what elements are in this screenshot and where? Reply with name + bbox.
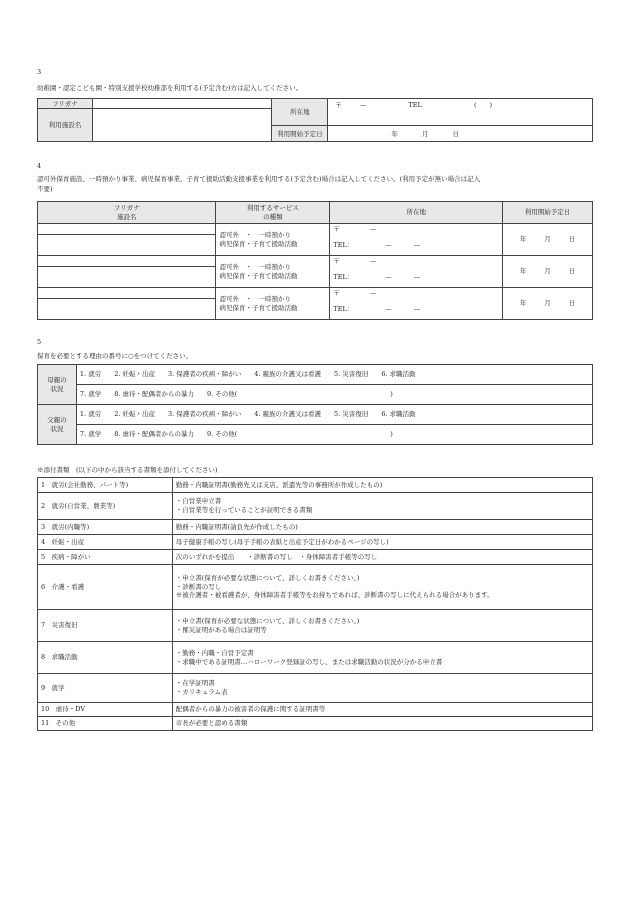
- attach-row-3-label: 3 就労(内職等): [38, 520, 173, 535]
- section-3-instruction: 幼稚園・認定こども園・特別支援学校幼稚部を利用する(予定含む)方は記入してください。: [37, 84, 303, 92]
- attachments-title: ※添付書類 (以下の中から該当する書類を添付してください): [37, 466, 218, 474]
- row2-service-options[interactable]: 認可外 ・ 一時預かり 病児保育・子育て援助活動: [216, 256, 330, 288]
- header-service: 利用するサービス の種類: [216, 202, 330, 224]
- section-4-instruction-2: 不要): [37, 185, 53, 193]
- row3-address[interactable]: 〒 — TEL： — —: [330, 288, 503, 320]
- start-date-field[interactable]: 年 月 日: [328, 126, 593, 142]
- row2-start-date[interactable]: 年 月 日: [503, 256, 593, 288]
- section-3-number: 3: [37, 68, 42, 76]
- section-4-instruction-1: 認可外保育施設、一時預かり事業、病児保育事業、子育て援助活動支援事業を利用する(予定含む)場合は記入してください。(利用予定が無い場合は記入: [37, 175, 481, 183]
- attach-row-6-docs: ・申立書(保育が必要な状態について、詳しくお書きください。) ・診断書の写し ※被介護者・被看護者が、身体障害者手帳等をお持ちであれば、診断書の写しに代えられる場合があります。: [172, 565, 592, 610]
- attach-row-4-label: 4 妊娠・出産: [38, 535, 173, 550]
- attach-row-7-label: 7 災害復旧: [38, 610, 173, 642]
- attach-row-9-label: 9 就学: [38, 674, 173, 703]
- furigana-label: フリガナ: [38, 99, 93, 109]
- attach-row-8-docs: ・勤務・内職・自営予定書 ・求職中である証明書…ハローワーク登録証の写し、または求職活動の状況が分かる申立書: [172, 642, 592, 674]
- reason-table: [37, 364, 593, 445]
- header-address: 所在地: [330, 202, 503, 224]
- section-5-instruction: 保育を必要とする理由の番号に○をつけてください。: [37, 352, 193, 360]
- attach-row-10-docs: 配偶者からの暴力の被害者の保護に関する証明書等: [172, 703, 592, 717]
- father-reasons-row1[interactable]: 1. 就労 2. 妊娠・出産 3. 保護者の疾病・障がい 4. 親族の介護又は看護 5. 災害復旧 6. 求職活動: [76, 405, 592, 425]
- attach-row-3-docs: 勤務・内職証明書(請負先が作成したもの): [172, 520, 592, 535]
- attach-row-10-label: 10 虐待・DV: [38, 703, 173, 717]
- attach-row-1-label: 1 就労(会社勤務、パート等): [38, 478, 173, 493]
- row3-furigana-input[interactable]: [38, 288, 216, 299]
- address-field[interactable]: 〒 — TEL ( ): [328, 99, 593, 126]
- attach-row-4-docs: 母子健康手帳の写し(母子手帳の表紙と出産予定日がわかるページの写し): [172, 535, 592, 550]
- father-status-label: 父親の 状況: [38, 405, 77, 445]
- row3-start-date[interactable]: 年 月 日: [503, 288, 593, 320]
- attach-row-1-docs: 勤務・内職証明書(勤務先又は支店、派遣先等の事務所が作成したもの): [172, 478, 592, 493]
- section-5-number: 5: [37, 338, 42, 346]
- start-date-label: 利用開始予定日: [272, 126, 328, 142]
- father-reasons-row2[interactable]: 7. 就学 8. 虐待・配偶者からの暴力 9. その他( ): [76, 425, 592, 445]
- row1-start-date[interactable]: 年 月 日: [503, 224, 593, 256]
- attach-row-11-docs: 市長が必要と認める書類: [172, 717, 592, 731]
- header-facility: フリガナ 施設名: [38, 202, 216, 224]
- row1-service-options[interactable]: 認可外 ・ 一時預かり 病児保育・子育て援助活動: [216, 224, 330, 256]
- row3-facility-input[interactable]: [38, 299, 216, 320]
- section-4-number: 4: [37, 162, 42, 170]
- attach-row-11-label: 11 その他: [38, 717, 173, 731]
- facility-name-input[interactable]: [92, 109, 271, 142]
- furigana-input[interactable]: [92, 99, 271, 109]
- row3-service-options[interactable]: 認可外 ・ 一時預かり 病児保育・子育て援助活動: [216, 288, 330, 320]
- attach-row-2-label: 2 就労(自営業、農業等): [38, 493, 173, 520]
- row1-furigana-input[interactable]: [38, 224, 216, 235]
- address-label: 所在地: [272, 99, 328, 126]
- attachments-table: [37, 477, 593, 731]
- attach-row-6-label: 6 介護・看護: [38, 565, 173, 610]
- other-services-table: [37, 201, 593, 320]
- attach-row-5-label: 5 疾病・障がい: [38, 550, 173, 565]
- mother-status-label: 母親の 状況: [38, 365, 77, 405]
- row1-facility-input[interactable]: [38, 235, 216, 256]
- attach-row-2-docs: ・自営業申立書 ・自営業等を行っていることが証明できる書類: [172, 493, 592, 520]
- kindergarten-table: [37, 98, 593, 142]
- mother-reasons-row1[interactable]: 1. 就労 2. 妊娠・出産 3. 保護者の疾病・障がい 4. 親族の介護又は看護 5. 災害復旧 6. 求職活動: [76, 365, 592, 385]
- row1-address[interactable]: 〒 — TEL： — —: [330, 224, 503, 256]
- mother-reasons-row2[interactable]: 7. 就学 8. 虐待・配偶者からの暴力 9. その他( ): [76, 385, 592, 405]
- facility-name-label: 利用施設名: [38, 109, 93, 142]
- attach-row-9-docs: ・在学証明書 ・カリキュラム表: [172, 674, 592, 703]
- header-start-date: 利用開始予定日: [503, 202, 593, 224]
- row2-facility-input[interactable]: [38, 267, 216, 288]
- row2-address[interactable]: 〒 — TEL： — —: [330, 256, 503, 288]
- attach-row-8-label: 8 求職活動: [38, 642, 173, 674]
- attach-row-7-docs: ・申立書(保育が必要な状態について、詳しくお書きください。) ・罹災証明がある場合は証明等: [172, 610, 592, 642]
- attach-row-5-docs: 次のいずれかを提出 ・診断書の写し ・身体障害者手帳等の写し: [172, 550, 592, 565]
- row2-furigana-input[interactable]: [38, 256, 216, 267]
